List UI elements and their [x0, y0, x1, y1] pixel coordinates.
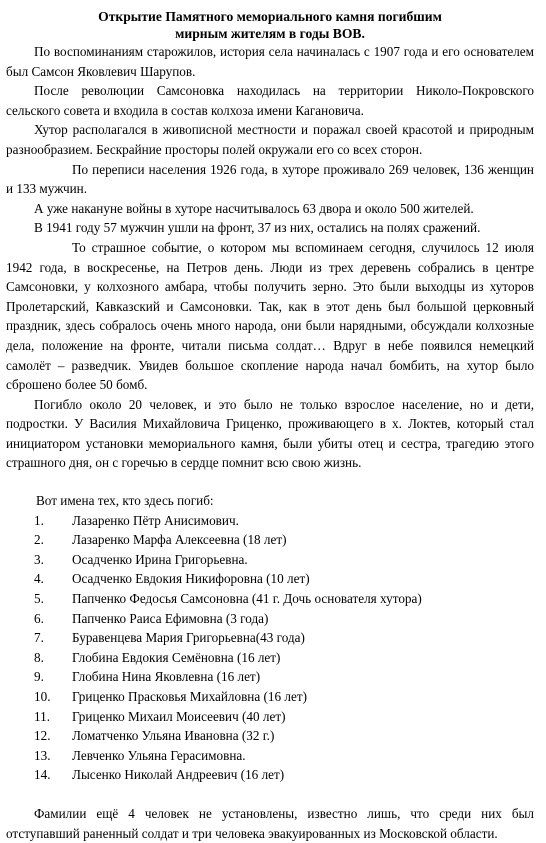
list-number: 4.: [34, 571, 44, 587]
victim-name: Папченко Федосья Самсоновна (41 г. Дочь основателя хутора): [72, 591, 422, 607]
list-number: 12.: [34, 728, 51, 744]
victim-name: Глобина Евдокия Семёновна (16 лет): [72, 649, 281, 665]
paragraph-1941: В 1941 году 57 мужчин ушли на фронт, 37 из них, остались на полях сражений.: [34, 220, 481, 236]
paragraph-landscape: Хутор располагался в живописной местности и поражал своей красотой и природным разнообразием. Бескрайние просторы полей окружали его со всех сторон.: [6, 122, 534, 157]
victim-name: Осадченко Евдокия Никифоровна (10 лет): [72, 571, 310, 587]
document-title: [6, 8, 534, 42]
victim-name: Папченко Раиса Ефимовна (3 года): [72, 610, 269, 626]
list-number: 1.: [34, 512, 44, 528]
paragraph-victims: Погибло около 20 человек, и это было не только взрослое население, но и дети, подростки. У Василия Михайловича Гриценко, проживающего в х. Локтев, который стал инициатором установки мемориального камня, были убиты отец и сестра, трагедию этого страшного дня, он с горечью в сердце помнит всю свою жизнь.: [6, 396, 534, 471]
victims-list: [6, 511, 534, 785]
victim-name: Левченко Ульяна Герасимовна.: [72, 747, 246, 763]
list-number: 3.: [34, 551, 44, 567]
victim-name: Глобина Нина Яковлевна (16 лет): [72, 669, 261, 685]
names-heading: Вот имена тех, кто здесь погиб:: [36, 493, 214, 509]
list-item: [6, 648, 534, 668]
victim-name: Лазаренко Пётр Анисимович.: [72, 512, 239, 528]
list-item: [6, 628, 534, 648]
list-item: [6, 726, 534, 746]
paragraph-event: То страшное событие, о котором мы вспоминаем сегодня, случилось 12 июля 1942 года, в воскресенье, на Петров день. Люди из трех деревень собрались в центре Самсоновки, у колхозного амбара, чтобы получить зерно. Это были выходцы из хуторов Пролетарский, Кавказский и Самсоновки. Так, как в этот день был большой церковный праздник, здесь собралось очень много народа, они были нарядными, обсуждали колхозные дела, положение на фронте, читали письма солдат… Вдруг в небе появился немецкий самолёт – разведчик. Увидев большое скопление народа начал бомбить, на хутор было сброшено более 50 бомб.: [6, 239, 534, 393]
victim-name: Ломатченко Ульяна Ивановна (32 г.): [72, 728, 275, 744]
list-item: [6, 667, 534, 687]
victim-name: Гриценко Михаил Моисеевич (40 лет): [72, 708, 286, 724]
title-line-2: мирным жителям в годы ВОВ.: [175, 26, 365, 41]
paragraph-census: По переписи населения 1926 года, в хуторе проживало 269 человек, 136 женщин и 133 мужчин.: [6, 161, 534, 197]
list-number: 7.: [34, 630, 44, 646]
list-item: [6, 530, 534, 550]
list-number: 13.: [34, 747, 51, 763]
document-page: [6, 8, 534, 843]
list-item: [6, 746, 534, 766]
list-item: [6, 569, 534, 589]
list-number: 11.: [34, 708, 50, 724]
victim-name: Гриценко Прасковья Михайловна (16 лет): [72, 689, 307, 704]
victim-name: Буравенцева Мария Григорьевна(43 года): [72, 630, 305, 646]
title-line-1: Открытие Памятного мемориального камня погибшим: [98, 9, 442, 24]
paragraph-revolution: После революции Самсоновка находилась на территории Николо-Покровского сельского совета и входила в состав колхоза имени Кагановича.: [6, 83, 534, 118]
list-item: [6, 550, 534, 570]
list-item: [6, 511, 534, 531]
list-item: [6, 609, 534, 629]
list-item: [6, 765, 534, 785]
list-item: [6, 707, 534, 727]
victim-name: Осадченко Ирина Григорьевна.: [72, 551, 248, 567]
paragraph-founding: По воспоминаниям старожилов, история села начиналась с 1907 года и его основателем был Самсон Яковлевич Шарупов.: [6, 44, 534, 79]
list-number: 9.: [34, 669, 44, 685]
list-number: 5.: [34, 591, 44, 607]
victim-name: Лазаренко Марфа Алексеевна (18 лет): [72, 532, 287, 548]
victim-name: Лысенко Николай Андреевич (16 лет): [72, 767, 285, 783]
list-number: 8.: [34, 649, 44, 665]
list-number: 10.: [34, 689, 51, 704]
list-item: [6, 589, 534, 609]
list-number: 6.: [34, 610, 44, 626]
list-number: 2.: [34, 532, 44, 548]
list-number: 14.: [34, 767, 51, 783]
list-item: [6, 687, 534, 707]
paragraph-prewar: А уже накануне войны в хуторе насчитывалось 63 двора и около 500 жителей.: [34, 200, 474, 216]
paragraph-unknown-victims: Фамилии ещё 4 человек не установлены, известно лишь, что среди них был отступавший раненный солдат и три человека эвакуированных из Московской области.: [6, 805, 534, 841]
